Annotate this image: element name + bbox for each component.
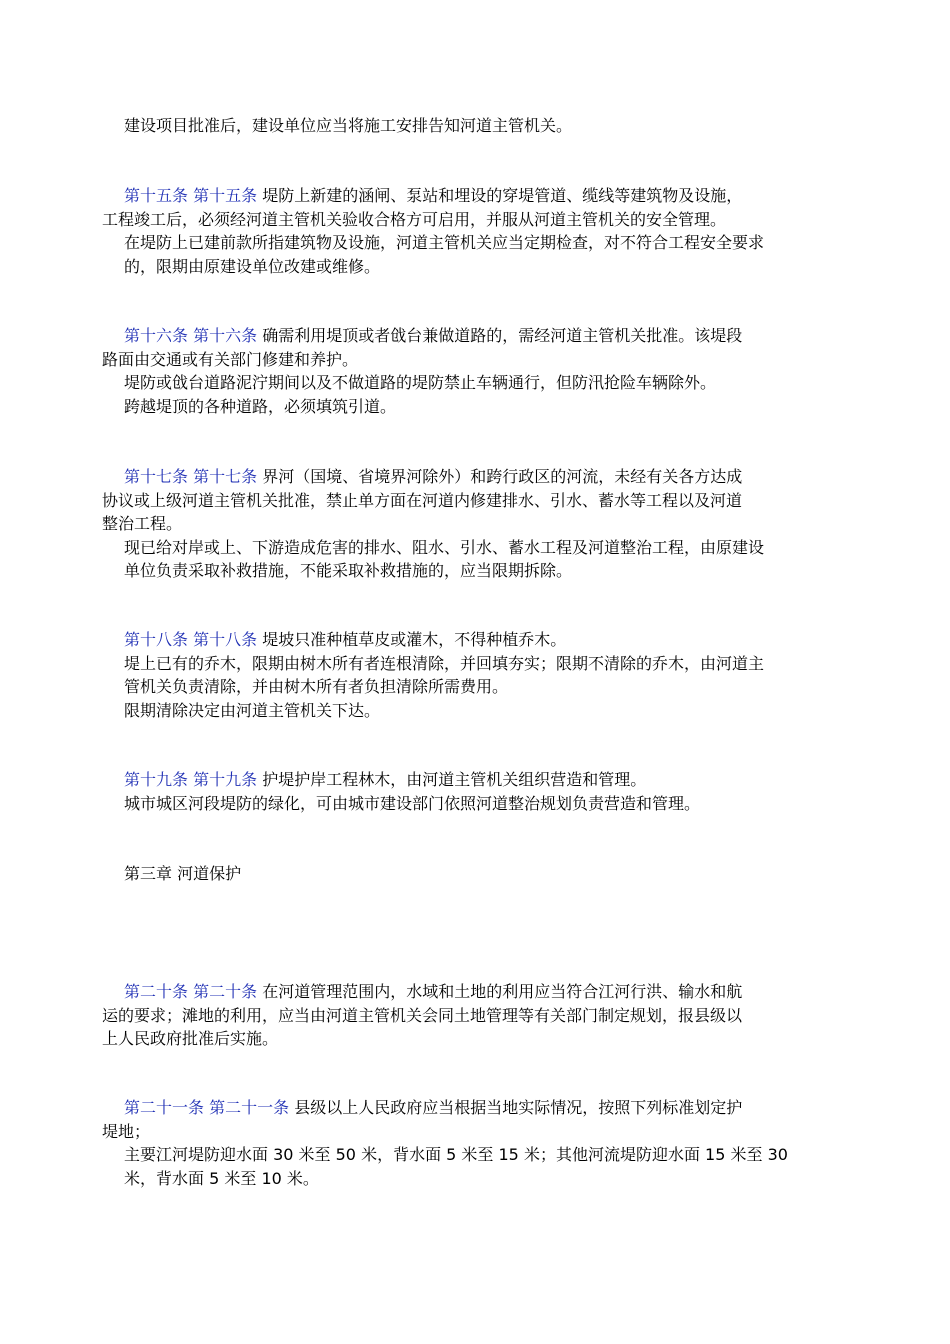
article-18-p2 <box>124 652 832 699</box>
article-number: 第十七条 <box>193 467 258 486</box>
article-20-p1 <box>102 980 832 1051</box>
article-number: 第十六条 <box>124 326 189 345</box>
text-line: 现已给对岸或上、下游造成危害的排水、阻水、引水、蓄水工程及河道整治工程，由原建设 <box>124 537 765 557</box>
article-17-p1 <box>102 465 832 536</box>
article-number: 第十六条 <box>193 326 258 345</box>
text-line: 确需利用堤顶或者戗台兼做道路的，需经河道主管机关批准。该堤段 <box>262 326 743 345</box>
article-number: 第十五条 <box>124 186 189 205</box>
text-line: 管机关负责清除，并由树木所有者负担清除所需费用。 <box>124 677 509 696</box>
article-16-p2: 堤防或戗台道路泥泞期间以及不做道路的堤防禁止车辆通行，但防汛抢险车辆除外。 <box>124 373 717 392</box>
article-15 <box>102 184 832 278</box>
text-line: 县级以上人民政府应当根据当地实际情况，按照下列标准划定护 <box>294 1098 743 1117</box>
text-line: 协议或上级河道主管机关批准，禁止单方面在河道内修建排水、引水、蓄水等工程以及河道 <box>102 490 743 510</box>
article-number: 第二十条 <box>124 982 189 1001</box>
article-number: 第十五条 <box>193 186 258 205</box>
text-line: 路面由交通或有关部门修建和养护。 <box>102 349 359 369</box>
article-18-p1 <box>124 628 832 652</box>
article-20 <box>102 980 832 1051</box>
article-21-p2 <box>124 1143 832 1190</box>
article-19-p1 <box>124 768 832 792</box>
text-line: 在堤防上已建前款所指建筑物及设施，河道主管机关应当定期检查，对不符合工程安全要求 <box>124 233 765 252</box>
article-number: 第十八条 <box>193 630 258 649</box>
text-line: 整治工程。 <box>102 514 183 533</box>
article-17 <box>102 465 832 583</box>
article-number: 第十九条 <box>193 770 258 789</box>
article-15-p2 <box>124 231 832 278</box>
paragraph-continuation <box>124 114 832 138</box>
article-18-p3: 限期清除决定由河道主管机关下达。 <box>124 700 381 720</box>
article-21 <box>102 1096 832 1190</box>
article-number: 第二十一条 <box>124 1098 205 1117</box>
text-line: 主要江河堤防迎水面 30 米至 50 米，背水面 5 米至 15 米；其他河流堤防迎水面 15 米至 30 <box>124 1145 788 1164</box>
text-line: 堤防上新建的涵闸、泵站和埋设的穿堤管道、缆线等建筑物及设施， <box>262 186 743 205</box>
article-15-p1 <box>102 184 832 231</box>
chapter-heading <box>124 862 832 886</box>
text-line: 工程竣工后，必须经河道主管机关验收合格方可启用，并服从河道主管机关的安全管理。 <box>102 209 727 229</box>
text-line: 堤上已有的乔木，限期由树木所有者连根清除，并回填夯实；限期不清除的乔木，由河道主 <box>124 653 765 673</box>
chapter-title: 第三章 河道保护 <box>124 864 242 883</box>
text-line: 堤坡只准种植草皮或灌木，不得种植乔木。 <box>262 630 567 649</box>
article-19 <box>124 768 832 815</box>
article-21-p1 <box>102 1096 832 1143</box>
text-line: 堤地； <box>102 1121 151 1141</box>
article-number: 第十七条 <box>124 467 189 486</box>
article-16-p3: 跨越堤顶的各种道路，必须填筑引道。 <box>124 396 397 416</box>
text-line: 单位负责采取补救措施，不能采取补救措施的，应当限期拆除。 <box>124 561 573 580</box>
text-line: 米，背水面 5 米至 10 米。 <box>124 1168 319 1188</box>
article-17-p2 <box>124 536 832 583</box>
article-number: 第十八条 <box>124 630 189 649</box>
text-line: 运的要求；滩地的利用，应当由河道主管机关会同土地管理等有关部门制定规划，报县级以 <box>102 1005 743 1025</box>
article-number: 第二十条 <box>193 982 258 1001</box>
text-line: 建设项目批准后，建设单位应当将施工安排告知河道主管机关。 <box>124 116 573 135</box>
article-18 <box>124 628 832 722</box>
text-line: 界河（国境、省境界河除外）和跨行政区的河流，未经有关各方达成 <box>262 467 743 486</box>
text-line: 护堤护岸工程林木，由河道主管机关组织营造和管理。 <box>262 770 647 789</box>
article-number: 第二十一条 <box>209 1098 290 1117</box>
article-19-p2: 城市城区河段堤防的绿化，可由城市建设部门依照河道整治规划负责营造和管理。 <box>124 793 701 813</box>
text-line: 在河道管理范围内，水域和土地的利用应当符合江河行洪、输水和航 <box>262 982 743 1001</box>
article-number: 第十九条 <box>124 770 189 789</box>
text-line: 上人民政府批准后实施。 <box>102 1029 279 1048</box>
text-line: 的，限期由原建设单位改建或维修。 <box>124 256 381 276</box>
article-16-p1 <box>102 324 832 371</box>
article-16 <box>102 324 832 418</box>
